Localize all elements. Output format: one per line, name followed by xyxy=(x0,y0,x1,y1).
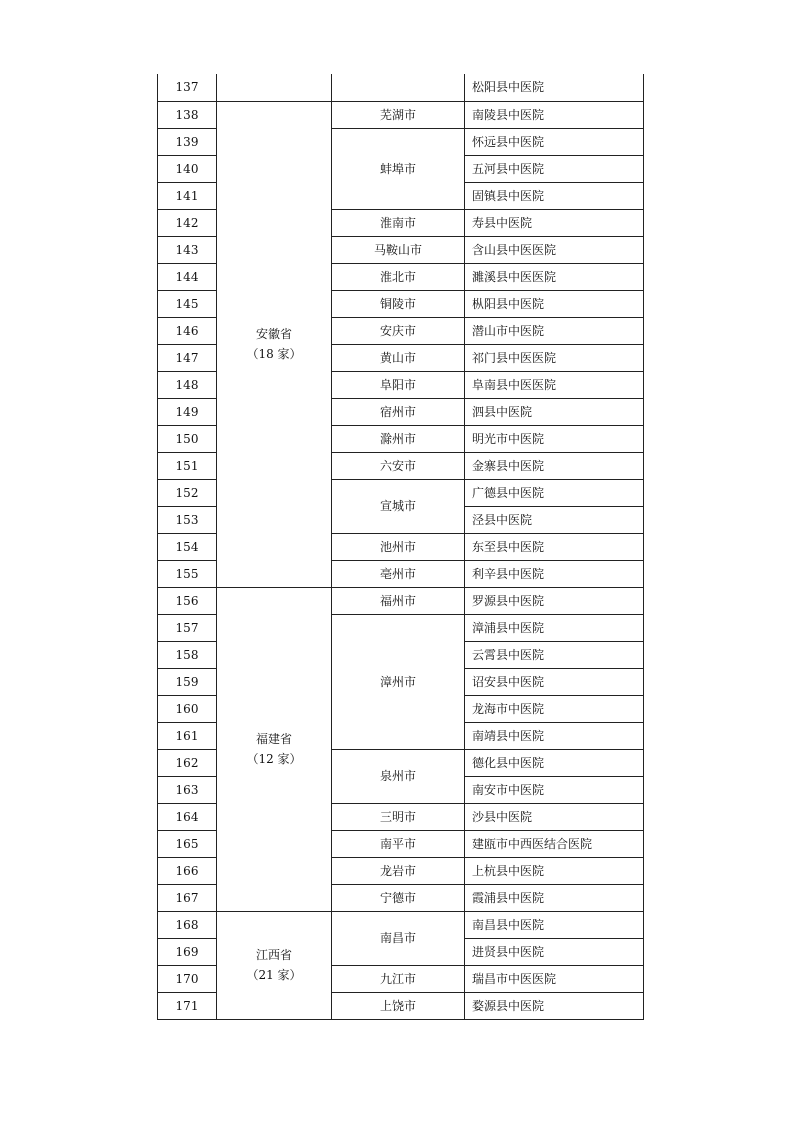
province-cell-anhui xyxy=(217,101,332,587)
city-cell: 龙岩市 xyxy=(332,857,465,884)
city-cell: 滁州市 xyxy=(332,425,465,452)
city-cell: 九江市 xyxy=(332,965,465,992)
row-number: 147 xyxy=(158,344,217,371)
city-cell: 上饶市 xyxy=(332,992,465,1019)
row-number: 161 xyxy=(158,722,217,749)
hospital-name: 寿县中医院 xyxy=(465,209,644,236)
city-cell: 六安市 xyxy=(332,452,465,479)
table-row xyxy=(158,101,644,128)
province-cell-fujian xyxy=(217,587,332,911)
row-number: 144 xyxy=(158,263,217,290)
hospital-name: 濉溪县中医医院 xyxy=(465,263,644,290)
row-number: 152 xyxy=(158,479,217,506)
row-number: 155 xyxy=(158,560,217,587)
hospital-name: 罗源县中医院 xyxy=(465,587,644,614)
row-number: 150 xyxy=(158,425,217,452)
hospital-name: 瑞昌市中医医院 xyxy=(465,965,644,992)
hospital-name: 固镇县中医院 xyxy=(465,182,644,209)
city-cell: 池州市 xyxy=(332,533,465,560)
row-number: 143 xyxy=(158,236,217,263)
row-number: 168 xyxy=(158,911,217,938)
city-cell: 芜湖市 xyxy=(332,101,465,128)
row-number: 139 xyxy=(158,128,217,155)
table-row xyxy=(158,587,644,614)
row-number: 163 xyxy=(158,776,217,803)
row-number: 149 xyxy=(158,398,217,425)
province-count: （12 家） xyxy=(246,752,302,766)
hospital-name: 怀远县中医院 xyxy=(465,128,644,155)
hospital-name: 枞阳县中医院 xyxy=(465,290,644,317)
row-number: 158 xyxy=(158,641,217,668)
hospital-name: 含山县中医医院 xyxy=(465,236,644,263)
hospital-name: 明光市中医院 xyxy=(465,425,644,452)
city-cell: 铜陵市 xyxy=(332,290,465,317)
city-cell: 宿州市 xyxy=(332,398,465,425)
row-number: 164 xyxy=(158,803,217,830)
city-cell xyxy=(332,74,465,101)
city-cell: 马鞍山市 xyxy=(332,236,465,263)
hospital-name: 泗县中医院 xyxy=(465,398,644,425)
province-cell-jiangxi xyxy=(217,911,332,1019)
row-number: 137 xyxy=(158,74,217,101)
city-cell: 泉州市 xyxy=(332,749,465,803)
hospital-name: 广德县中医院 xyxy=(465,479,644,506)
province-cell-empty xyxy=(217,74,332,101)
row-number: 169 xyxy=(158,938,217,965)
city-cell: 宣城市 xyxy=(332,479,465,533)
province-name: 江西省 xyxy=(255,948,292,962)
city-cell: 黄山市 xyxy=(332,344,465,371)
city-cell: 南平市 xyxy=(332,830,465,857)
row-number: 148 xyxy=(158,371,217,398)
hospital-name: 泾县中医院 xyxy=(465,506,644,533)
province-name: 福建省 xyxy=(255,732,292,746)
row-number: 170 xyxy=(158,965,217,992)
hospital-name: 漳浦县中医院 xyxy=(465,614,644,641)
hospital-name: 进贤县中医院 xyxy=(465,938,644,965)
row-number: 141 xyxy=(158,182,217,209)
hospital-name: 祁门县中医医院 xyxy=(465,344,644,371)
province-name: 安徽省 xyxy=(255,327,292,341)
row-number: 166 xyxy=(158,857,217,884)
row-number: 162 xyxy=(158,749,217,776)
hospital-name: 云霄县中医院 xyxy=(465,641,644,668)
hospital-name: 阜南县中医医院 xyxy=(465,371,644,398)
hospital-name: 利辛县中医院 xyxy=(465,560,644,587)
hospital-name: 德化县中医院 xyxy=(465,749,644,776)
hospital-name: 潜山市中医院 xyxy=(465,317,644,344)
city-cell: 宁德市 xyxy=(332,884,465,911)
row-number: 140 xyxy=(158,155,217,182)
hospital-name: 建瓯市中西医结合医院 xyxy=(465,830,644,857)
table-row xyxy=(158,74,644,101)
city-cell: 安庆市 xyxy=(332,317,465,344)
city-cell: 亳州市 xyxy=(332,560,465,587)
row-number: 156 xyxy=(158,587,217,614)
hospital-name: 南陵县中医院 xyxy=(465,101,644,128)
hospital-name: 金寨县中医院 xyxy=(465,452,644,479)
city-cell: 三明市 xyxy=(332,803,465,830)
row-number: 138 xyxy=(158,101,217,128)
hospital-name: 婺源县中医院 xyxy=(465,992,644,1019)
table-row xyxy=(158,911,644,938)
hospital-name: 霞浦县中医院 xyxy=(465,884,644,911)
city-cell: 蚌埠市 xyxy=(332,128,465,209)
row-number: 171 xyxy=(158,992,217,1019)
row-number: 159 xyxy=(158,668,217,695)
city-cell: 漳州市 xyxy=(332,614,465,749)
row-number: 153 xyxy=(158,506,217,533)
province-count: （21 家） xyxy=(246,968,302,982)
city-cell: 淮南市 xyxy=(332,209,465,236)
hospital-name: 南靖县中医院 xyxy=(465,722,644,749)
row-number: 157 xyxy=(158,614,217,641)
city-cell: 淮北市 xyxy=(332,263,465,290)
hospital-name: 东至县中医院 xyxy=(465,533,644,560)
hospital-name: 龙海市中医院 xyxy=(465,695,644,722)
province-count: （18 家） xyxy=(246,347,302,361)
row-number: 151 xyxy=(158,452,217,479)
row-number: 165 xyxy=(158,830,217,857)
row-number: 154 xyxy=(158,533,217,560)
hospital-name: 松阳县中医院 xyxy=(465,74,644,101)
row-number: 146 xyxy=(158,317,217,344)
hospital-table xyxy=(157,74,644,1020)
city-cell: 南昌市 xyxy=(332,911,465,965)
row-number: 142 xyxy=(158,209,217,236)
hospital-name: 南安市中医院 xyxy=(465,776,644,803)
hospital-name: 诏安县中医院 xyxy=(465,668,644,695)
row-number: 160 xyxy=(158,695,217,722)
city-cell: 福州市 xyxy=(332,587,465,614)
hospital-name: 五河县中医院 xyxy=(465,155,644,182)
hospital-name: 沙县中医院 xyxy=(465,803,644,830)
row-number: 145 xyxy=(158,290,217,317)
city-cell: 阜阳市 xyxy=(332,371,465,398)
hospital-name: 南昌县中医院 xyxy=(465,911,644,938)
hospital-name: 上杭县中医院 xyxy=(465,857,644,884)
row-number: 167 xyxy=(158,884,217,911)
